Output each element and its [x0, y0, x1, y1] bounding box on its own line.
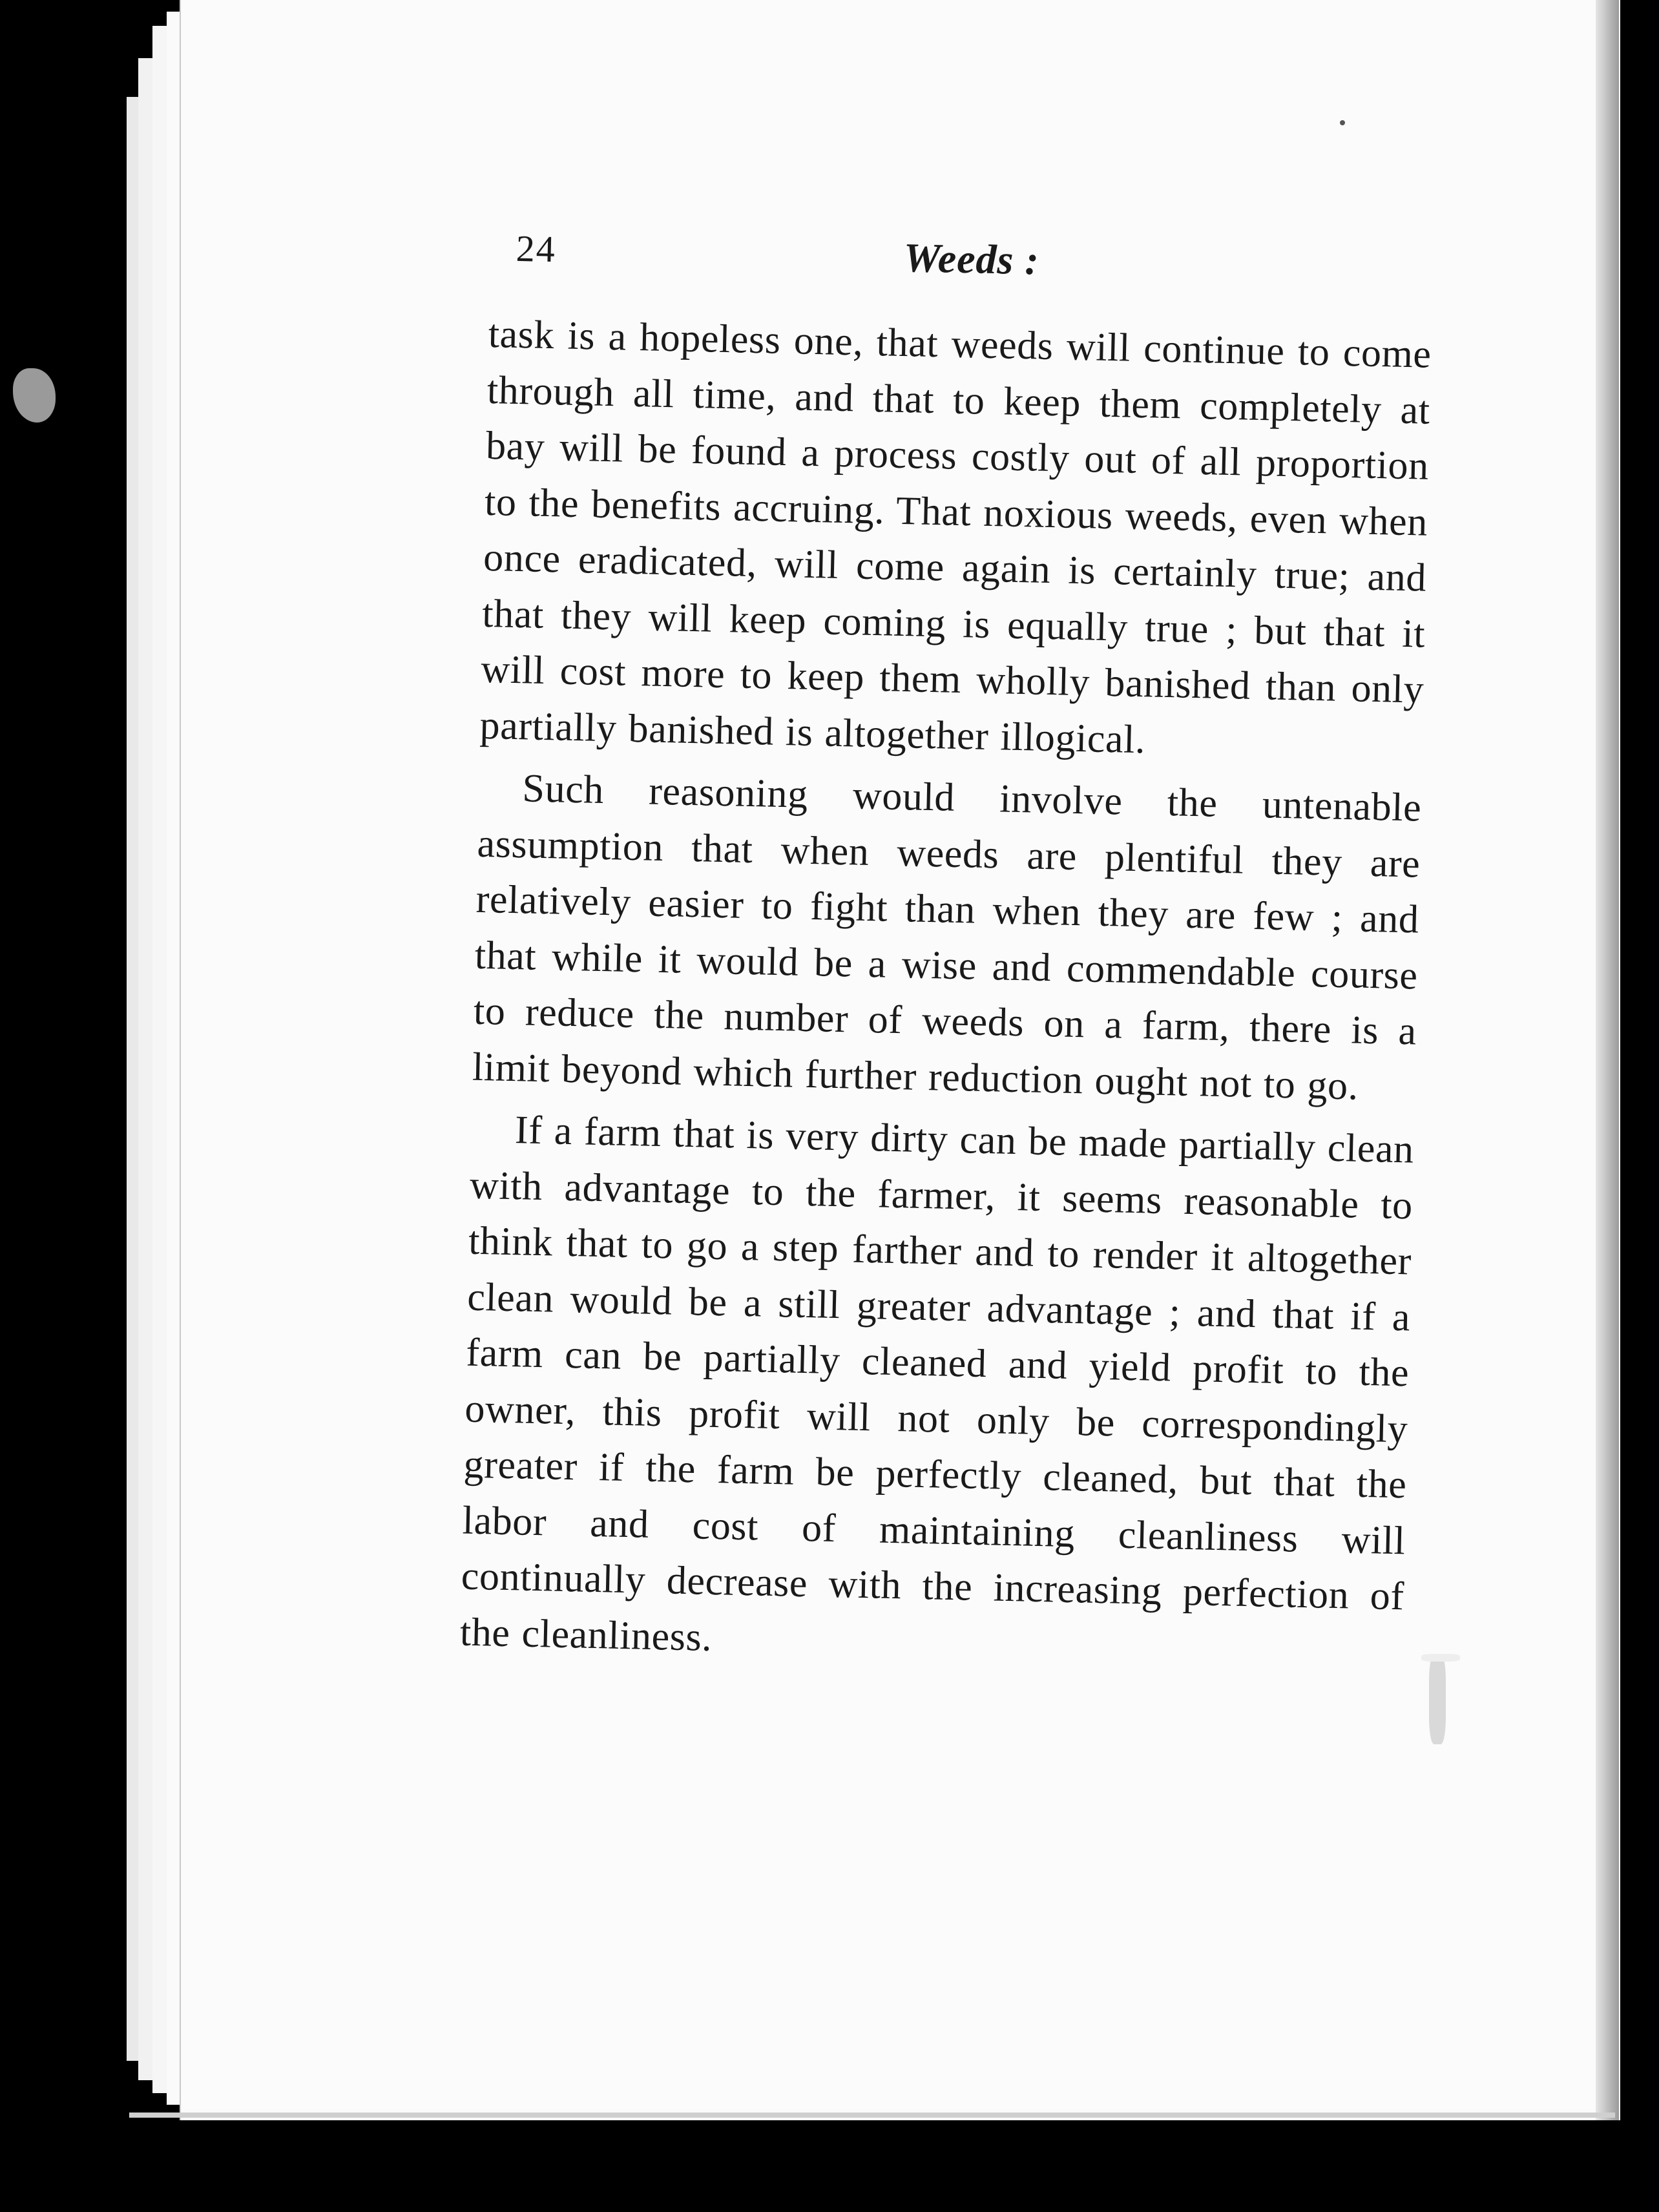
page-bottom-edge: [129, 2113, 1615, 2118]
paragraph: Such reasoning would involve the untenable assumption that when weeds are plentiful they are relatively easier to fight than when they are few ; and that while it would be a wise and commendable course to reduce the number of weeds on a farm, there is a limit beyond which further reduction ought not to go.: [472, 766, 1423, 1109]
page-text-block: [459, 213, 1434, 1687]
paragraph: If a farm that is very dirty can be made partially clean with advantage to the farmer, it seems reasonable to think that to go a step farther and to render it altogether clean would be a still greater advantage ; and that if a farm can be partially cleaned and yield profit to the owner, this profit will not only be correspondingly greater if the farm be perfectly cleaned, but that the labor and cost of maintaining cleanliness will continually decrease with the increasing perfection of the cleanliness.: [459, 1108, 1415, 1660]
scan-speck: [1340, 120, 1345, 125]
scan-speck: [13, 368, 56, 423]
scan-speck: [1429, 1654, 1446, 1744]
paragraph-continued: task is a hopeless one, that weeds will continue to come through all time, and that to keep them completely at bay will be found a process costly out of all proportion to the benefits accruing. That noxious weeds, even when once eradicated, will come again is certainly true; and that they will keep coming is equally true ; but that it will cost more to keep them wholly banished than only partially banished is altogether illogical.: [479, 311, 1432, 762]
page-gutter-shadow: [1596, 0, 1619, 2120]
running-head-title: Weeds :: [903, 234, 1040, 284]
scan-speck: [1421, 1654, 1460, 1662]
page-number: 24: [516, 227, 557, 271]
